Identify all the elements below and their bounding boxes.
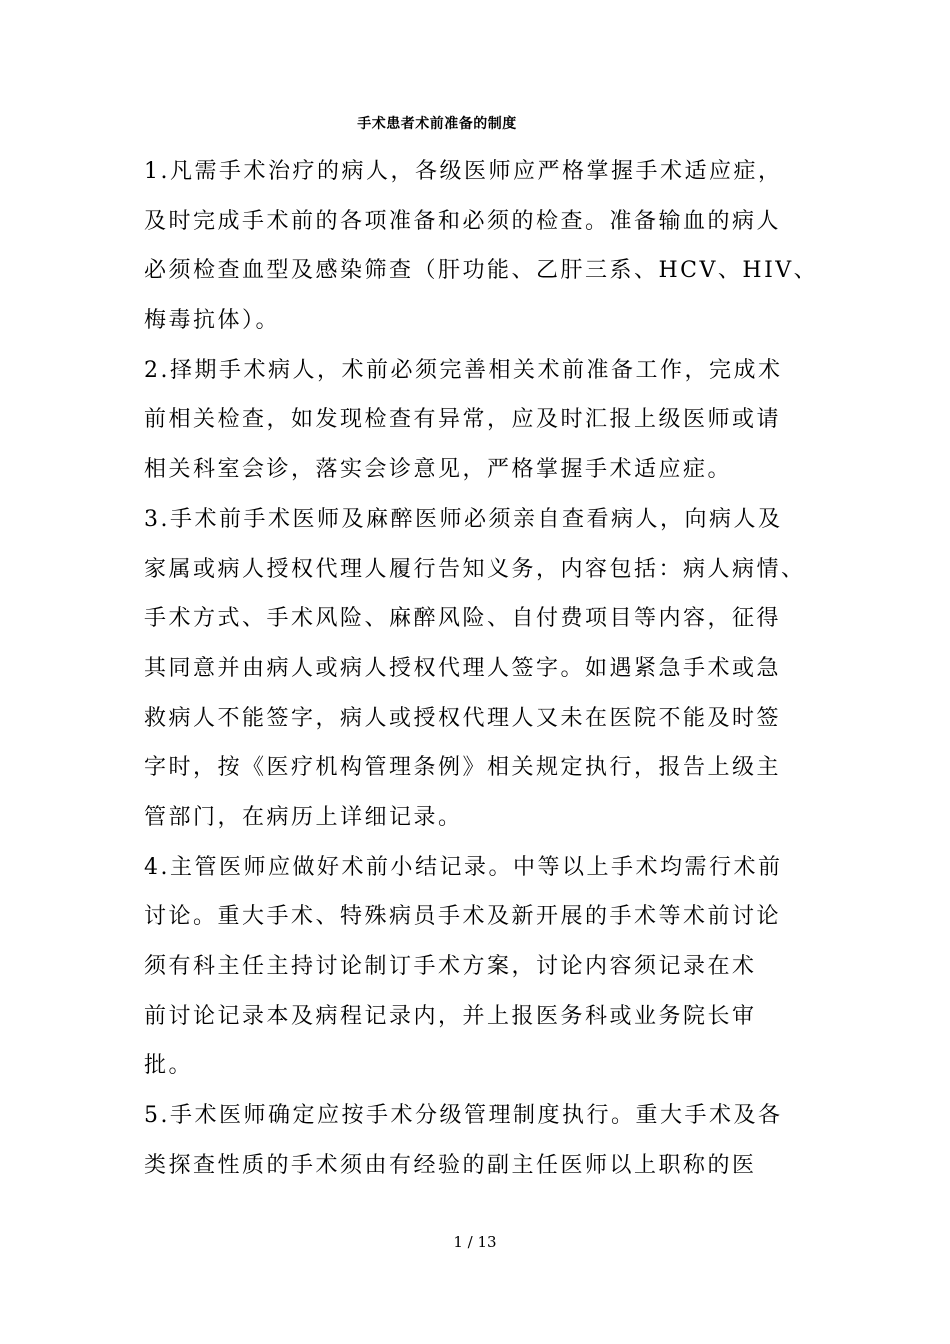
- text-line: 批。: [144, 1053, 194, 1079]
- text-line: 前讨论记录本及病程记录内，并上报医务科或业务院长审: [144, 1003, 757, 1029]
- text-line: 前相关检查，如发现检查有异常，应及时汇报上级医师或请: [144, 407, 782, 433]
- document-body: [144, 147, 819, 1190]
- text-line: 家属或病人授权代理人履行告知义务，内容包括：病人病情、: [144, 556, 806, 582]
- text-line: 类探查性质的手术须由有经验的副主任医师以上职称的医: [144, 1152, 757, 1178]
- text-line: 管部门，在病历上详细记录。: [144, 804, 463, 830]
- text-line: 梅毒抗体）。: [144, 308, 281, 334]
- text-line: 1.凡需手术治疗的病人，各级医师应严格掌握手术适应症，: [144, 159, 783, 184]
- text-line: 手术方式、手术风险、麻醉风险、自付费项目等内容，征得: [144, 606, 782, 632]
- text-line: 5.手术医师确定应按手术分级管理制度执行。重大手术及各: [144, 1103, 783, 1129]
- text-line: 3.手术前手术医师及麻醉医师必须亲自查看病人，向病人及: [144, 506, 783, 532]
- text-line: 4.主管医师应做好术前小结记录。中等以上手术均需行术前: [144, 854, 783, 880]
- page-number: 1 / 13: [453, 1233, 497, 1251]
- text-line: 及时完成手术前的各项准备和必须的检查。准备输血的病人: [144, 208, 782, 234]
- text-line: 其同意并由病人或病人授权代理人签字。如遇紧急手术或急: [144, 655, 782, 681]
- document-title: 手术患者术前准备的制度: [357, 116, 517, 132]
- text-line: 必须检查血型及感染筛查（肝功能、乙肝三系、HCV、HIV、: [144, 258, 819, 284]
- text-line: 2.择期手术病人，术前必须完善相关术前准备工作，完成术: [144, 357, 783, 383]
- text-line: 救病人不能签字，病人或授权代理人又未在医院不能及时签: [144, 705, 782, 731]
- text-line: 相关科室会诊，落实会诊意见，严格掌握手术适应症。: [144, 457, 733, 483]
- text-line: 字时，按《医疗机构管理条例》相关规定执行，报告上级主: [144, 755, 782, 781]
- text-line: 须有科主任主持讨论制订手术方案，讨论内容须记录在术: [144, 954, 757, 979]
- text-line: 讨论。重大手术、特殊病员手术及新开展的手术等术前讨论: [144, 904, 782, 930]
